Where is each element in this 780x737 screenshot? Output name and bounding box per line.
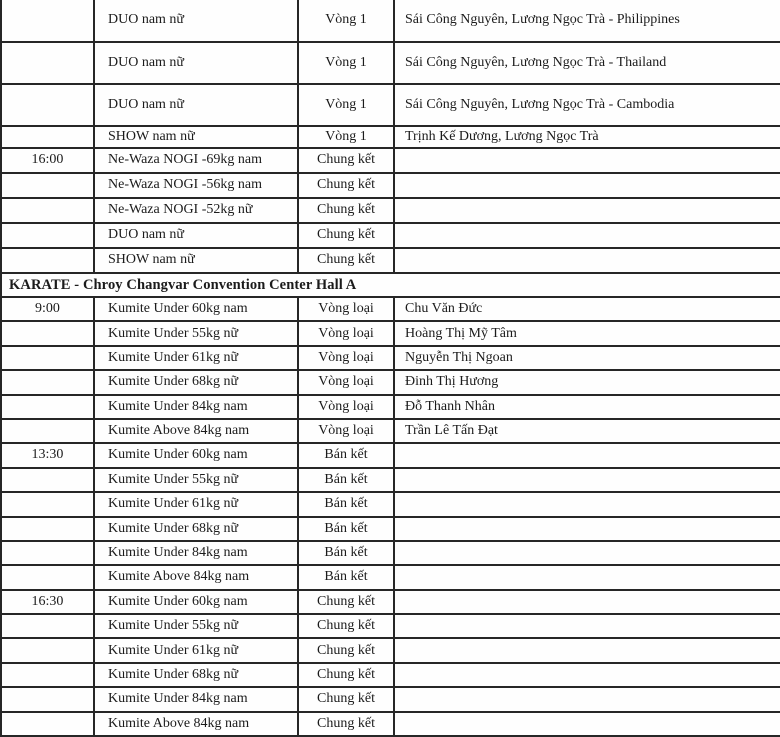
athletes-cell <box>394 517 780 541</box>
athletes-cell: Đỗ Thanh Nhân <box>394 395 780 419</box>
round-cell: Vòng loại <box>298 419 394 443</box>
time-cell <box>1 248 94 273</box>
event-cell: Kumite Under 55kg nữ <box>94 468 298 492</box>
schedule-row <box>1 173 780 198</box>
event-cell: Kumite Under 61kg nữ <box>94 638 298 662</box>
round-cell: Chung kết <box>298 173 394 198</box>
time-cell <box>1 321 94 345</box>
time-cell <box>1 663 94 687</box>
athletes-cell <box>394 663 780 687</box>
event-cell: Kumite Under 61kg nữ <box>94 492 298 516</box>
schedule-table-body <box>1 0 780 736</box>
schedule-row <box>1 712 780 736</box>
event-cell: DUO nam nữ <box>94 0 298 42</box>
schedule-row <box>1 370 780 394</box>
athletes-cell <box>394 614 780 638</box>
event-cell: Kumite Under 84kg nam <box>94 395 298 419</box>
round-cell: Vòng loại <box>298 321 394 345</box>
athletes-cell <box>394 541 780 565</box>
schedule-row <box>1 297 780 321</box>
schedule-row <box>1 663 780 687</box>
event-cell: Kumite Under 55kg nữ <box>94 614 298 638</box>
athletes-cell: Trịnh Kế Dương, Lương Ngọc Trà <box>394 126 780 148</box>
event-cell: Kumite Under 68kg nữ <box>94 370 298 394</box>
time-cell <box>1 126 94 148</box>
time-cell: 16:00 <box>1 148 94 173</box>
time-cell <box>1 370 94 394</box>
round-cell: Chung kết <box>298 248 394 273</box>
event-cell: Kumite Under 55kg nữ <box>94 321 298 345</box>
event-cell: DUO nam nữ <box>94 223 298 248</box>
time-cell: 13:30 <box>1 443 94 467</box>
time-cell <box>1 84 94 126</box>
event-cell: Kumite Under 60kg nam <box>94 590 298 614</box>
schedule-row <box>1 321 780 345</box>
round-cell: Chung kết <box>298 663 394 687</box>
event-cell: Ne-Waza NOGI -69kg nam <box>94 148 298 173</box>
athletes-cell <box>394 223 780 248</box>
time-cell <box>1 712 94 736</box>
time-cell <box>1 223 94 248</box>
time-cell <box>1 419 94 443</box>
time-cell <box>1 565 94 589</box>
time-cell: 9:00 <box>1 297 94 321</box>
event-cell: Kumite Under 68kg nữ <box>94 663 298 687</box>
round-cell: Bán kết <box>298 443 394 467</box>
schedule-row <box>1 248 780 273</box>
round-cell: Chung kết <box>298 223 394 248</box>
schedule-row <box>1 148 780 173</box>
athletes-cell: Hoàng Thị Mỹ Tâm <box>394 321 780 345</box>
schedule-row <box>1 0 780 42</box>
event-cell: Kumite Under 84kg nam <box>94 541 298 565</box>
athletes-cell: Sái Công Nguyên, Lương Ngọc Trà - Philippines <box>394 0 780 42</box>
time-cell: 16:30 <box>1 590 94 614</box>
schedule-row <box>1 638 780 662</box>
event-cell: DUO nam nữ <box>94 42 298 84</box>
schedule-row <box>1 42 780 84</box>
round-cell: Chung kết <box>298 198 394 223</box>
time-cell <box>1 198 94 223</box>
athletes-cell <box>394 443 780 467</box>
athletes-cell <box>394 248 780 273</box>
event-cell: SHOW nam nữ <box>94 248 298 273</box>
time-cell <box>1 687 94 711</box>
round-cell: Chung kết <box>298 614 394 638</box>
round-cell: Chung kết <box>298 590 394 614</box>
round-cell: Bán kết <box>298 492 394 516</box>
athletes-cell: Trần Lê Tấn Đạt <box>394 419 780 443</box>
schedule-row <box>1 468 780 492</box>
round-cell: Vòng loại <box>298 297 394 321</box>
schedule-row <box>1 198 780 223</box>
schedule-row <box>1 541 780 565</box>
event-cell: Kumite Above 84kg nam <box>94 419 298 443</box>
athletes-cell <box>394 712 780 736</box>
schedule-row <box>1 687 780 711</box>
time-cell <box>1 42 94 84</box>
athletes-cell <box>394 565 780 589</box>
section-title: KARATE - Chroy Changvar Convention Center Hall A <box>1 273 780 297</box>
athletes-cell <box>394 148 780 173</box>
round-cell: Vòng loại <box>298 346 394 370</box>
time-cell <box>1 638 94 662</box>
time-cell <box>1 346 94 370</box>
event-cell: Kumite Above 84kg nam <box>94 565 298 589</box>
event-cell: Kumite Under 60kg nam <box>94 443 298 467</box>
athletes-cell <box>394 468 780 492</box>
schedule-row <box>1 590 780 614</box>
event-cell: Kumite Above 84kg nam <box>94 712 298 736</box>
athletes-cell <box>394 198 780 223</box>
schedule-row <box>1 443 780 467</box>
section-header-row <box>1 273 780 297</box>
athletes-cell: Sái Công Nguyên, Lương Ngọc Trà - Cambodia <box>394 84 780 126</box>
round-cell: Chung kết <box>298 712 394 736</box>
athletes-cell <box>394 687 780 711</box>
schedule-row <box>1 419 780 443</box>
round-cell: Bán kết <box>298 468 394 492</box>
round-cell: Vòng 1 <box>298 42 394 84</box>
athletes-cell <box>394 173 780 198</box>
round-cell: Bán kết <box>298 517 394 541</box>
event-cell: Kumite Under 84kg nam <box>94 687 298 711</box>
schedule-row <box>1 84 780 126</box>
round-cell: Vòng loại <box>298 395 394 419</box>
athletes-cell: Đinh Thị Hương <box>394 370 780 394</box>
time-cell <box>1 541 94 565</box>
event-cell: Kumite Under 68kg nữ <box>94 517 298 541</box>
athletes-cell: Chu Văn Đức <box>394 297 780 321</box>
time-cell <box>1 492 94 516</box>
event-cell: Ne-Waza NOGI -52kg nữ <box>94 198 298 223</box>
time-cell <box>1 173 94 198</box>
schedule-row <box>1 517 780 541</box>
event-cell: Kumite Under 60kg nam <box>94 297 298 321</box>
event-cell: DUO nam nữ <box>94 84 298 126</box>
athletes-cell <box>394 638 780 662</box>
event-cell: SHOW nam nữ <box>94 126 298 148</box>
round-cell: Chung kết <box>298 687 394 711</box>
time-cell <box>1 0 94 42</box>
time-cell <box>1 468 94 492</box>
round-cell: Bán kết <box>298 541 394 565</box>
athletes-cell: Sái Công Nguyên, Lương Ngọc Trà - Thailand <box>394 42 780 84</box>
round-cell: Chung kết <box>298 148 394 173</box>
round-cell: Vòng 1 <box>298 84 394 126</box>
schedule-row <box>1 614 780 638</box>
schedule-row <box>1 223 780 248</box>
athletes-cell: Nguyễn Thị Ngoan <box>394 346 780 370</box>
time-cell <box>1 614 94 638</box>
event-cell: Ne-Waza NOGI -56kg nam <box>94 173 298 198</box>
schedule-row <box>1 565 780 589</box>
round-cell: Vòng loại <box>298 370 394 394</box>
round-cell: Bán kết <box>298 565 394 589</box>
round-cell: Chung kết <box>298 638 394 662</box>
round-cell: Vòng 1 <box>298 126 394 148</box>
schedule-row <box>1 126 780 148</box>
athletes-cell <box>394 590 780 614</box>
event-cell: Kumite Under 61kg nữ <box>94 346 298 370</box>
schedule-row <box>1 395 780 419</box>
time-cell <box>1 517 94 541</box>
schedule-row <box>1 492 780 516</box>
schedule-row <box>1 346 780 370</box>
time-cell <box>1 395 94 419</box>
athletes-cell <box>394 492 780 516</box>
round-cell: Vòng 1 <box>298 0 394 42</box>
